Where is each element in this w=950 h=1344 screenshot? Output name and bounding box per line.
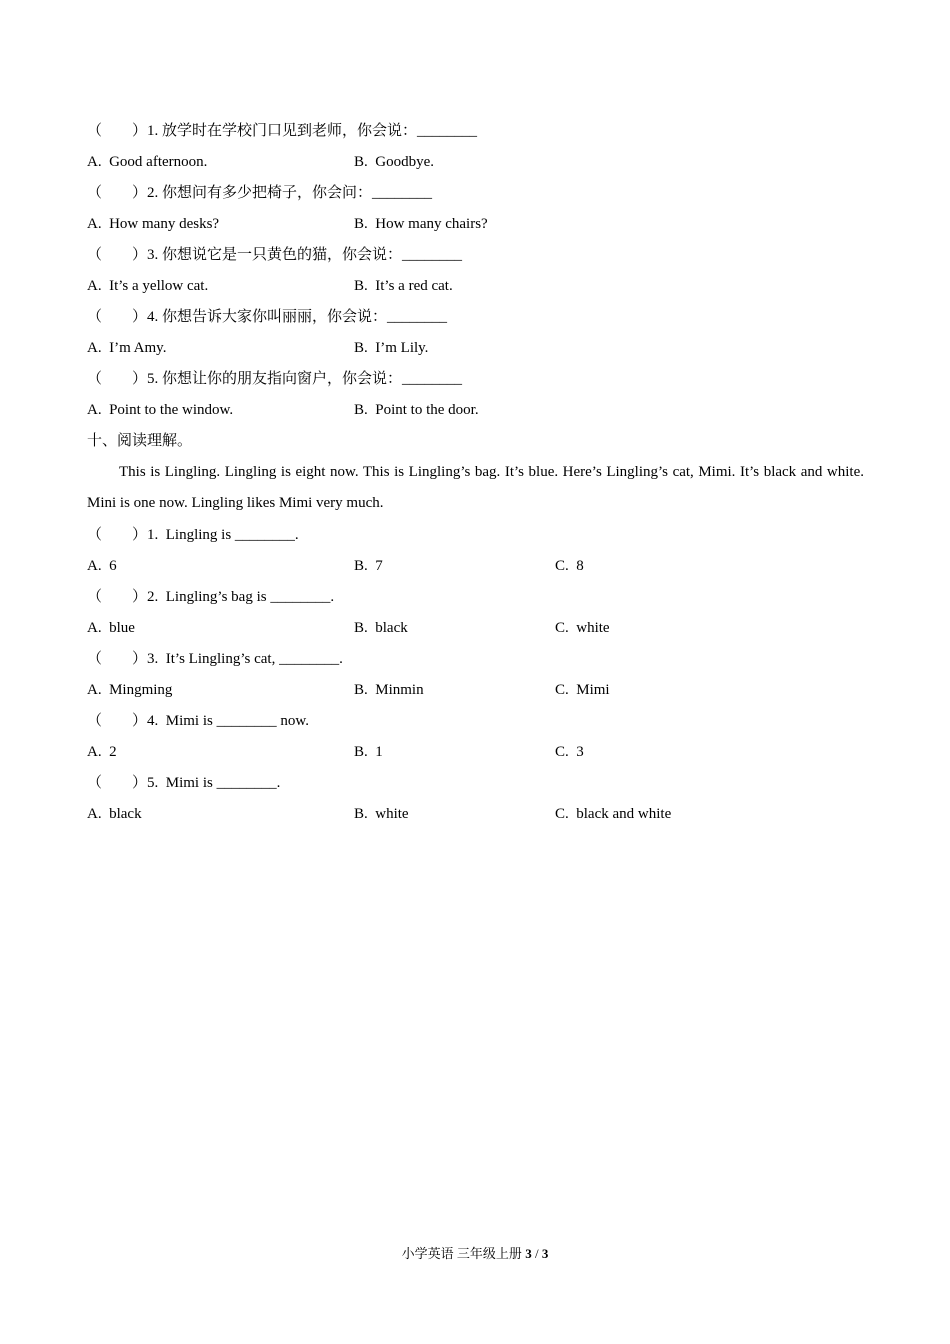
option-a: A. Good afternoon. <box>87 154 208 170</box>
question-stem: （ ）3. It’s Lingling’s cat, ________. <box>87 651 343 667</box>
passage-text: This is Lingling. Lingling is eight now. This is Lingling’s bag. It’s blue. Here’s Lingling’s cat, Mimi. It’s black and white. Mini is one now. Lingling likes Mimi very much. <box>87 464 864 511</box>
option-c: C. 3 <box>555 744 584 760</box>
option-a: A. I’m Amy. <box>87 340 167 356</box>
question-stem: （ ）5. Mimi is ________. <box>87 775 281 791</box>
page-number: 3 <box>525 1246 532 1261</box>
page-footer <box>0 1245 950 1263</box>
option-b: B. It’s a red cat. <box>354 278 453 294</box>
option-a: A. 6 <box>87 558 117 574</box>
option-a: A. It’s a yellow cat. <box>87 278 209 294</box>
option-c: C. Mimi <box>555 682 610 698</box>
option-a: A. How many desks? <box>87 216 220 232</box>
page-total: 3 <box>541 1246 549 1261</box>
question-stem: （ ）1. 放学时在学校门口见到老师，你会说：________ <box>87 123 478 139</box>
option-a: A. Mingming <box>87 682 173 698</box>
question-stem: （ ）2. 你想问有多少把椅子，你会问：________ <box>87 185 433 201</box>
option-b: B. Minmin <box>354 682 424 698</box>
page-separator: / <box>531 1246 542 1261</box>
question-stem: （ ）4. 你想告诉大家你叫丽丽，你会说：________ <box>87 309 448 325</box>
question-stem: （ ）4. Mimi is ________ now. <box>87 713 309 729</box>
option-a: A. blue <box>87 620 135 636</box>
section-heading: 十、阅读理解。 <box>87 433 193 449</box>
option-c: C. black and white <box>555 806 672 822</box>
option-c: C. 8 <box>555 558 584 574</box>
question-stem: （ ）5. 你想让你的朋友指向窗户，你会说：________ <box>87 371 463 387</box>
option-b: B. 7 <box>354 558 383 574</box>
option-b: B. black <box>354 620 408 636</box>
question-stem: （ ）1. Lingling is ________. <box>87 527 299 543</box>
footer-label: 小学英语 三年级上册 <box>401 1246 526 1261</box>
option-b: B. How many chairs? <box>354 216 488 232</box>
question-stem: （ ）2. Lingling’s bag is ________. <box>87 589 335 605</box>
question-stem: （ ）3. 你想说它是一只黄色的猫，你会说：________ <box>87 247 463 263</box>
option-a: A. black <box>87 806 142 822</box>
option-c: C. white <box>555 620 610 636</box>
option-b: B. Point to the door. <box>354 402 479 418</box>
option-b: B. 1 <box>354 744 383 760</box>
option-a: A. 2 <box>87 744 117 760</box>
option-b: B. white <box>354 806 409 822</box>
option-b: B. I’m Lily. <box>354 340 429 356</box>
reading-passage <box>87 457 864 519</box>
option-a: A. Point to the window. <box>87 402 234 418</box>
option-b: B. Goodbye. <box>354 154 434 170</box>
